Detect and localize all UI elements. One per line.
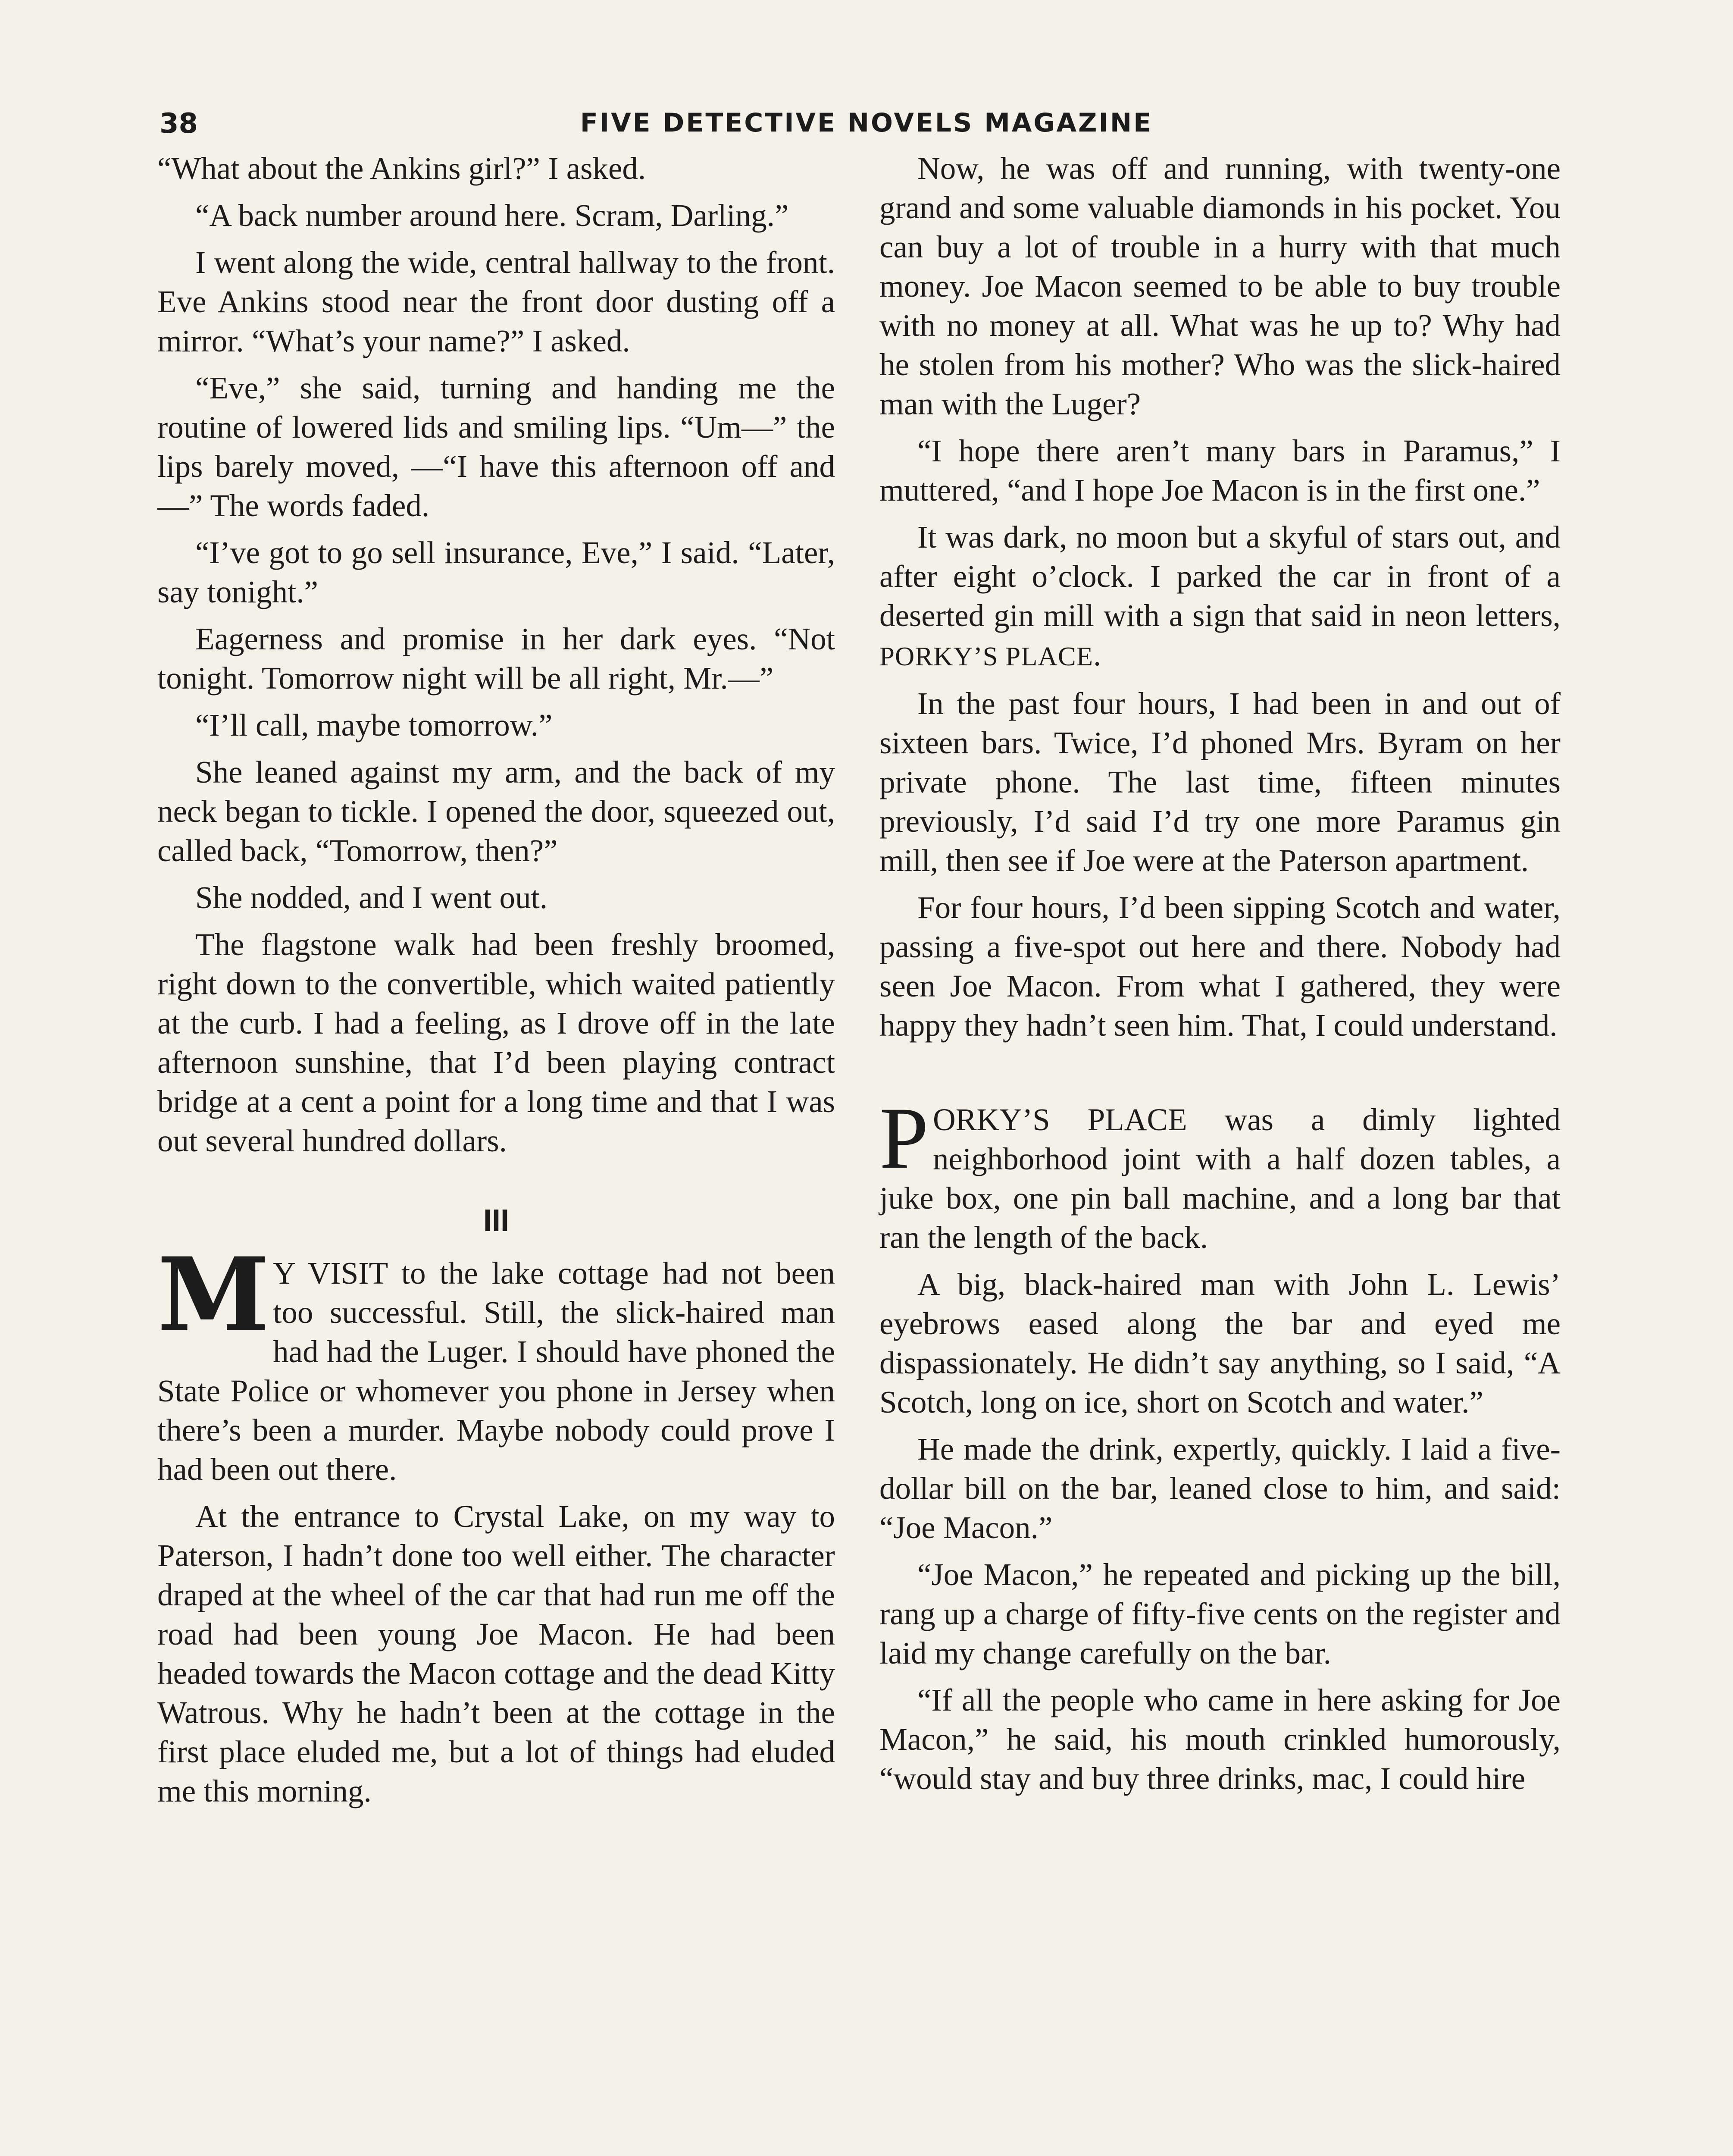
neon-sign-text: PORKY’S PLACE xyxy=(879,641,1094,671)
paragraph: He made the drink, expertly, quickly. I laid a five-dollar bill on the bar, leaned close to him, and said: “Joe Macon.” xyxy=(879,1432,1561,1545)
page-header xyxy=(160,108,1573,147)
paragraph: “Eve,” she said, turning and handing me the routine of lowered lids and smiling lips. “Um—” the lips barely moved, —“I have this afternoon off and—” The words faded. xyxy=(157,370,835,523)
paragraph: “Joe Macon,” he repeated and picking up the bill, rang up a charge of fifty-five cents on the register and laid my change carefully on the bar. xyxy=(879,1557,1561,1670)
paragraph: “I hope there aren’t many bars in Paramus,” I muttered, “and I hope Joe Macon is in the first one.” xyxy=(879,433,1561,508)
paragraph: I went along the wide, central hallway to the front. Eve Ankins stood near the front door dusting off a mirror. “What’s your name?” I asked. xyxy=(157,245,835,358)
opening-text: to the lake cottage had not been too successful. Still, the slick-haired man had had the Luger. I should have phoned the State Police or whomever you phone in Jersey when there’s been a murder. Maybe nobody could prove I had been out there. xyxy=(157,1256,835,1487)
chapter-opening-paragraph xyxy=(157,1235,835,1489)
paragraph: Eagerness and promise in her dark eyes. “Not tonight. Tomorrow night will be all right, Mr.—” xyxy=(157,621,835,696)
paragraph: She nodded, and I went out. xyxy=(195,880,548,915)
paragraph: In the past four hours, I had been in and out of sixteen bars. Twice, I’d phoned Mrs. Byram on her private phone. The last time, fifteen minutes previously, I’d said I’d try one more Paramus gin mill, then see if Joe were at the Paterson apartment. xyxy=(879,686,1561,878)
paragraph: “I’ve got to go sell insurance, Eve,” I said. “Later, say tonight.” xyxy=(157,535,835,609)
paragraph: A big, black-haired man with John L. Lewis’ eyebrows eased along the bar and eyed me dispassionately. He didn’t say anything, so I said, “A Scotch, long on ice, short on Scotch and water.” xyxy=(879,1267,1561,1420)
section-break xyxy=(879,1053,1561,1100)
paragraph: The flagstone walk had been freshly broomed, right down to the convertible, which waited patiently at the curb. I had a feeling, as I drove off in the late afternoon sunshine, that I’d been playing contract bridge at a cent a point for a long time and that I was out several hundred dollars. xyxy=(157,927,835,1158)
right-column xyxy=(879,149,1561,1806)
paragraph: “A back number around here. Scram, Darling.” xyxy=(195,198,789,233)
running-title: FIVE DETECTIVE NOVELS MAGAZINE xyxy=(580,108,1153,138)
opening-words: Y VISIT xyxy=(273,1256,388,1291)
paragraph: Now, he was off and running, with twenty-one grand and some valuable diamonds in his pocket. You can buy a lot of trouble in a hurry with that much money. Joe Macon seemed to be able to buy trouble with no money at all. What was he up to? Why had he stolen from his mother? Who was the slick-haired man with the Luger? xyxy=(879,151,1561,421)
opening-text: was a dimly lighted neighborhood joint with a half dozen tables, a juke box, one pin ball machine, and a long bar that ran the length of the back. xyxy=(879,1102,1561,1255)
paragraph: She leaned against my arm, and the back of my neck began to tickle. I opened the door, squeezed out, called back, “Tomorrow, then?” xyxy=(157,755,835,868)
paragraph: “If all the people who came in here asking for Joe Macon,” he said, his mouth crinkled humorously, “would stay and buy three drinks, mac, I could hire xyxy=(879,1683,1561,1796)
section-opening-paragraph xyxy=(879,1089,1561,1257)
paragraph-text: It was dark, no moon but a skyful of stars out, and after eight o’clock. I parked the car in front of a deserted gin mill with a sign that said in neon letters, xyxy=(879,520,1561,633)
opening-words: ORKY’S PLACE xyxy=(933,1102,1187,1137)
paragraph: “I’ll call, maybe tomorrow.” xyxy=(195,708,553,743)
chapter-heading: III xyxy=(483,1203,509,1238)
drop-cap: P xyxy=(879,1089,929,1187)
paragraph: It was dark, no moon but a skyful of stars out, and after eight o’clock. I parked the car in front of a deserted gin mill with a sign that said in neon letters, PORKY’S PLACE. xyxy=(879,520,1561,672)
page-number: 38 xyxy=(160,108,198,140)
paragraph: “What about the Ankins girl?” I asked. xyxy=(157,151,646,186)
drop-cap: M xyxy=(157,1235,270,1354)
paragraph: At the entrance to Crystal Lake, on my way to Paterson, I hadn’t done too well either. The character draped at the wheel of the car that had run me off the road had been young Joe Macon. He had been headed towards the Macon cottage and the dead Kitty Watrous. Why he hadn’t been at the cottage in the first place eluded me, but a lot of things had eluded me this morning. xyxy=(157,1499,835,1808)
paragraph: For four hours, I’d been sipping Scotch and water, passing a five-spot out here and there. Nobody had seen Joe Macon. From what I gathered, they were happy they hadn’t seen him. That, I could understand. xyxy=(879,890,1561,1043)
left-column xyxy=(157,149,835,1818)
